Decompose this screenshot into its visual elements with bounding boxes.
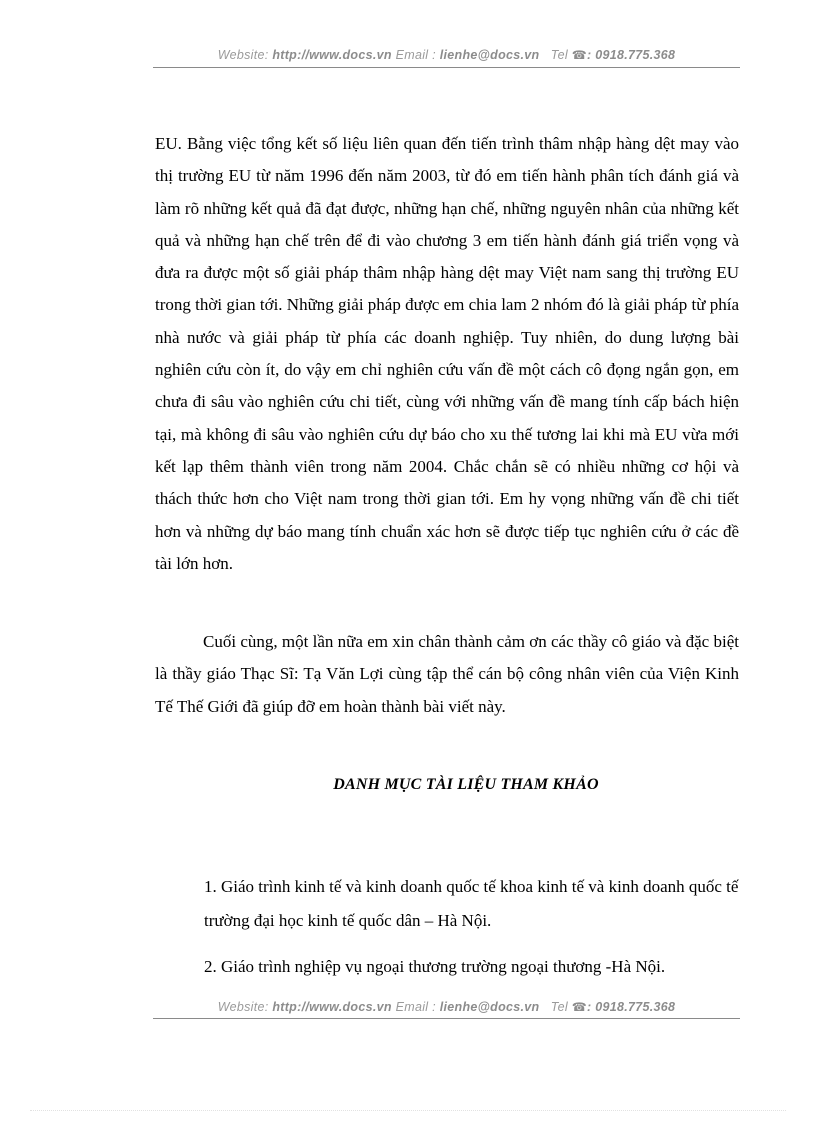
body-paragraph-2: Cuối cùng, một lần nữa em xin chân thành cảm ơn các thầy cô giáo và đặc biệt là thầy giáo Thạc Sĩ: Tạ Văn Lợi cùng tập thể cán bộ công nhân viên của Viện Kinh Tế Thế Giới đã giúp đỡ em hoàn thành bài viết này. [155, 632, 739, 716]
phone-icon: ☎ [571, 48, 587, 62]
email-label: Email : [395, 1000, 436, 1014]
header-divider [153, 67, 740, 68]
phone-number: : 0918.775.368 [586, 48, 676, 62]
tel-label: Tel [550, 48, 568, 62]
footer-divider [153, 1018, 740, 1019]
body-paragraph-1: EU. Bằng việc tổng kết số liệu liên quan đến tiến trình thâm nhập hàng dệt may vào thị trường EU từ năm 1996 đến năm 2003, từ đó em tiến hành phân tích đánh giá và làm rõ những kết quả đã đạt được, những hạn chế, những nguyên nhân của những kết quả và những hạn chế trên để đi vào chương 3 em tiến hành đánh giá triển vọng và đưa ra được một số giải pháp thâm nhập hàng dệt may Việt nam sang thị trường EU trong thời gian tới. Những giải pháp được em chia lam 2 nhóm đó là giải pháp từ phía nhà nước và giải pháp từ phía các doanh nghiệp. Tuy nhiên, do dung lượng bài nghiên cứu còn ít, do vậy em chỉ nghiên cứu vấn đề một cách cô đọng ngắn gọn, em chưa đi sâu vào nghiên cứu chi tiết, cùng với những vấn đề mang tính cấp bách hiện tại, mà không đi sâu vào nghiên cứu dự báo cho xu thế tương lai khi mà EU vừa mới kết lạp thêm thành viên trong năm 2004. Chắc chắn sẽ có nhiều những cơ hội và thách thức hơn cho Việt nam trong thời gian tới. Em hy vọng những vấn đề chi tiết hơn và những dự báo mang tính chuẩn xác hơn sẽ được tiếp tục nghiên cứu ở các đề tài lớn hơn. [155, 134, 739, 573]
website-label: Website: [217, 48, 269, 62]
website-label: Website: [217, 1000, 269, 1014]
references-heading: DANH MỤC TÀI LIỆU THAM KHẢO [333, 776, 599, 793]
tel-label: Tel [550, 1000, 568, 1014]
page-header [153, 48, 740, 62]
email-link[interactable]: lienhe@docs.vn [439, 48, 540, 62]
phone-icon: ☎ [571, 1000, 587, 1014]
phone-number: : 0918.775.368 [586, 1000, 676, 1014]
reference-item: 1. Giáo trình kinh tế và kinh doanh quốc tế khoa kinh tế và kinh doanh quốc tế trường đại học kinh tế quốc dân – Hà Nội. [204, 877, 739, 930]
website-link[interactable]: http://www.docs.vn [272, 1000, 392, 1014]
website-link[interactable]: http://www.docs.vn [272, 48, 392, 62]
page-footer [153, 1000, 740, 1014]
email-link[interactable]: lienhe@docs.vn [439, 1000, 540, 1014]
page-bottom-dotted-line [30, 1110, 786, 1111]
reference-item: 2. Giáo trình nghiệp vụ ngoại thương trường ngoại thương -Hà Nội. [204, 957, 666, 976]
email-label: Email : [395, 48, 436, 62]
